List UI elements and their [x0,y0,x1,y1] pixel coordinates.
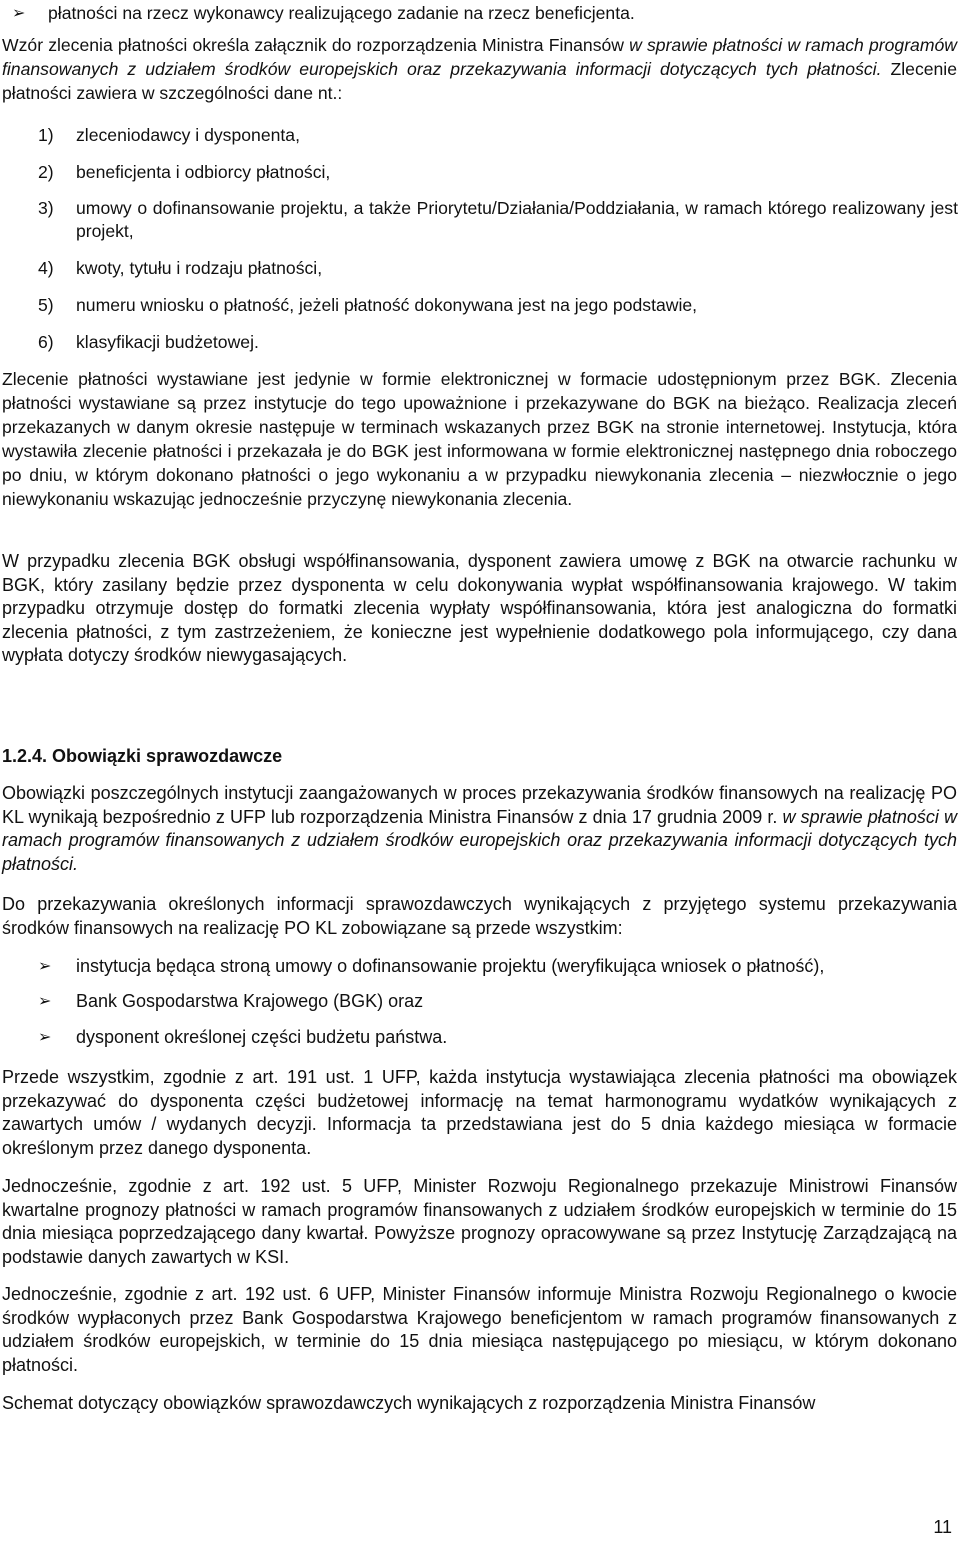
list-item-text: numeru wniosku o płatność, jeżeli płatność dokonywana jest na jego podstawie, [76,295,698,315]
paragraph: Jednocześnie, zgodnie z art. 192 ust. 5 UFP, Minister Rozwoju Regionalnego przekazuje Ministrowi Finansów kwartalne prognozy płatności w ramach programów finansowanych z udziałem środków europejskich w terminie do 15 dnia miesiąca poprzedzającego dany kwartał. Powyższe prognozy opracowywane są przez Instytucję Zarządzającą na podstawie danych zawartych w KSI. [2,1176,957,1267]
paragraph: Do przekazywania określonych informacji sprawozdawczych wynikających z przyjętego systemu przekazywania środków finansowych na realizację PO KL zobowiązane są przede wszystkim: [2,894,957,938]
paragraph-text: Wzór zlecenia płatności określa załącznik do rozporządzenia Ministra Finansów [2,35,630,55]
list-number: 4) [38,258,54,278]
list-item [38,294,958,317]
list-number: 6) [38,332,54,352]
list-item-text: instytucja będąca stroną umowy o dofinansowanie projektu (weryfikująca wniosek o płatność), [76,956,825,976]
list-item-text: Bank Gospodarstwa Krajowego (BGK) oraz [76,991,424,1011]
list-item-text: klasyfikacji budżetowej. [76,332,259,352]
regulation-title: w sprawie płatności w ramach programów finansowanych z udziałem środków europejskich oraz przekazywania informacji dotyczących tych płatności. [2,35,957,79]
arrow-bullet-icon: ➢ [38,1029,52,1046]
paragraph-text: Zlecenie płatności zawiera w szczególności dane nt.: [2,59,957,103]
list-number: 1) [38,125,54,145]
paragraph: Przede wszystkim, zgodnie z art. 191 ust. 1 UFP, każda instytucja wystawiająca zlecenia płatności ma obowiązek przekazywać do dysponenta części budżetowej informację na temat harmonogramu wydatków wynikających z zawartych umów / wydanych decyzji. Informacja ta przedstawiana jest do 5 dnia każdego miesiąca w formacie określonym przez danego dysponenta. [2,1067,957,1158]
list-item [38,990,958,1013]
list-item [38,955,958,978]
list-item-text: zleceniodawcy i dysponenta, [76,125,300,145]
paragraph [2,33,957,105]
section-heading: 1.2.4. Obowiązki sprawozdawcze [2,746,283,766]
paragraph: Zlecenie płatności wystawiane jest jedynie w formie elektronicznej w formacie udostępnionym przez BGK. Zlecenia płatności wystawiane są przez instytucje do tego upoważnione i przekazywane do BGK na bieżąco. Realizacja zleceń przekazanych w danym okresie następuje w terminach wskazanych przez BGK na stronie internetowej. Instytucja, która wystawiła zlecenie płatności i przekazała je do BGK jest informowana w formie elektronicznej następnego dnia roboczego po dniu, w którym dokonano płatności o jego wykonaniu a w przypadku niewykonania zlecenia – niezwłocznie o jego niewykonaniu wskazując jednocześnie przyczynę niewykonania zlecenia. [2,369,957,509]
paragraph [2,782,957,876]
arrow-bullet-icon: ➢ [38,993,52,1010]
page-number: 11 [933,1517,952,1537]
paragraph: Jednocześnie, zgodnie z art. 192 ust. 6 UFP, Minister Finansów informuje Ministra Rozwoju Regionalnego o kwocie środków wypłaconych przez Bank Gospodarstwa Krajowego beneficjentom w ramach programów finansowanych z udziałem środków europejskich, w terminie do 15 dnia miesiąca następującego po miesiącu, w którym dokonano płatności. [2,1284,957,1375]
list-number: 3) [38,198,54,218]
list-item [38,161,958,184]
list-item [38,197,958,244]
arrow-bullet-icon: ➢ [12,5,26,22]
paragraph-text: Obowiązki poszczególnych instytucji zaangażowanych w proces przekazywania środków finansowych na realizację PO KL wynikają bezpośrednio z UFP lub rozporządzenia Ministra Finansów z dnia 17 grudnia 2009 r. [2,783,957,827]
list-item [38,1026,958,1049]
regulation-title: w sprawie płatności w ramach programów finansowanych z udziałem środków europejskich oraz przekazywania informacji dotyczących tych płatności. [2,806,957,874]
list-number: 5) [38,295,54,315]
paragraph: W przypadku zlecenia BGK obsługi współfinansowania, dysponent zawiera umowę z BGK na otwarcie rachunku w BGK, który zasilany będzie przez dysponenta w celu dokonywania wypłat współfinansowania krajowego. W takim przypadku otrzymuje dostęp do formatki zlecenia wypłaty współfinansowania, która jest analogiczna do formatki zlecenia płatności, z tym zastrzeżeniem, że konieczne jest wypełnienie dodatkowego pola informującego, czy dana wypłata dotyczy środków niewygasających. [2,551,957,666]
list-item-text: umowy o dofinansowanie projektu, a także Priorytetu/Działania/Poddziałania, w ramach którego realizowany jest projekt, [76,198,958,242]
list-item [38,331,958,354]
bullet-text: płatności na rzecz wykonawcy realizującego zadanie na rzecz beneficjenta. [48,3,635,23]
list-item [0,2,958,26]
list-item-text: dysponent określonej części budżetu państwa. [76,1027,448,1047]
list-item-text: beneficjenta i odbiorcy płatności, [76,162,331,182]
list-item-text: kwoty, tytułu i rodzaju płatności, [76,258,323,278]
arrow-bullet-icon: ➢ [38,958,52,975]
list-item [38,257,958,280]
paragraph: Schemat dotyczący obowiązków sprawozdawczych wynikających z rozporządzenia Ministra Finansów [2,1393,816,1413]
list-number: 2) [38,162,54,182]
list-item [38,124,958,147]
